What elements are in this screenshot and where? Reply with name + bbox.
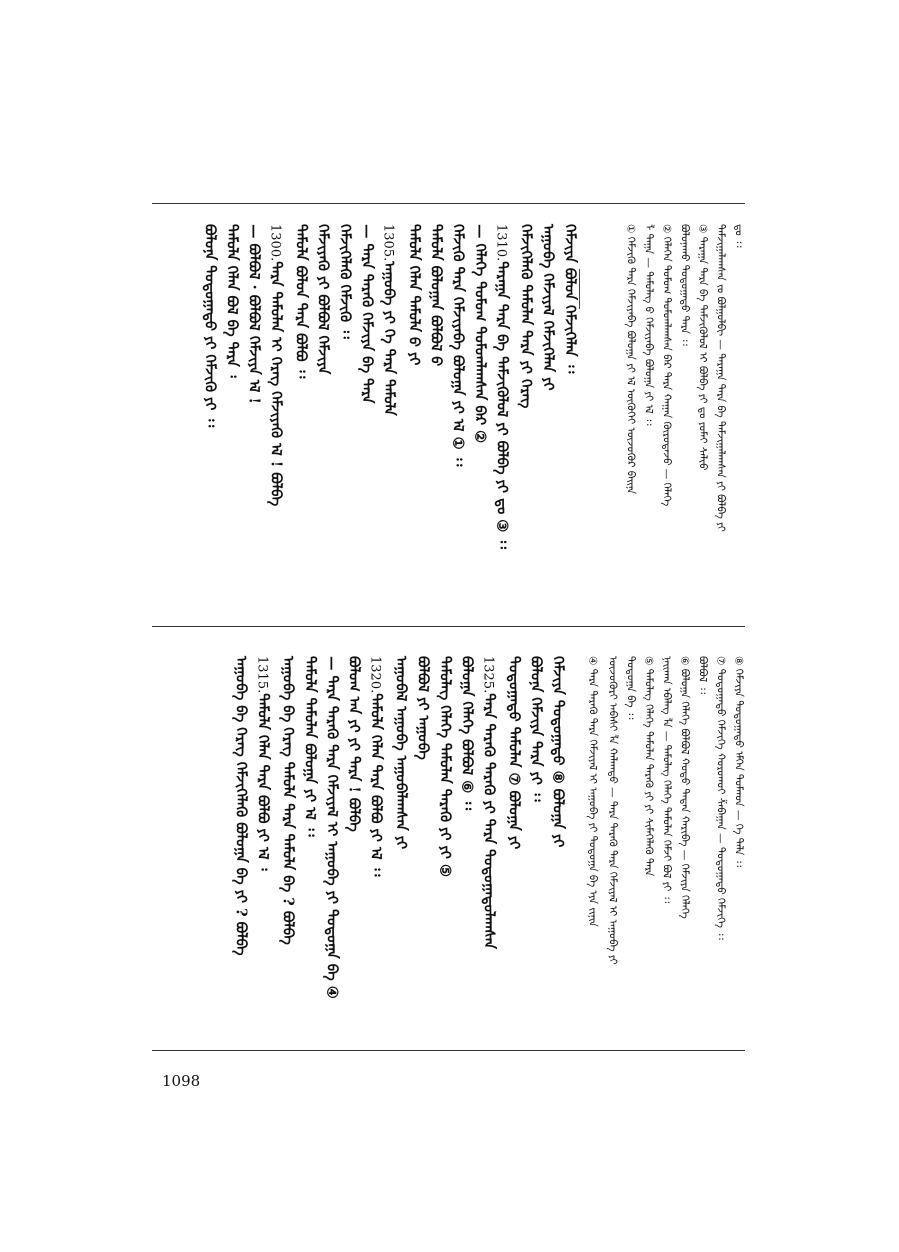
middle-rule	[152, 626, 745, 627]
verse-line: ᠬᠡᠮᠵᠢᠶᠡ ᠳᠣᠲᠣᠭᠠᠳᠤ ⑧ ᠪᠣᠯᠤᠭᠠ ᠶᠢ	[549, 656, 567, 848]
verse-line: — ᠬᠡᠯᠡᠭᠡ ᠳᠣᠮᠣᠭ ᠳᠣᠮᠣᠭᠯᠠᠭᠰᠠᠨ ᠪᠠᠷ ②	[471, 224, 489, 444]
verse-line: ᠠᠭᠤᠪᠠ ᠬᠡᠮᠵᠢᠶᠡᠯ ᠬᠡᠮᠵᠢᠭᠡᠯᠡᠨ ᠶᠢ	[539, 224, 557, 391]
verse-line: 1300.ᠲᠡᠷᠡ ᠲᠡᠮᠦᠯᠡᠨ ᠢ ᠬᠡᠷᠡᠭ ᠬᠡᠮᠵᠢᠶᠡᠭᠦ ᠡᠯ ! ᠪᠣᠯᠪᠠ	[267, 224, 285, 507]
verse-line: ᠬᠡᠮᠵᠢᠭᠦ ᠲᠡᠷᠡ ᠬᠡᠮᠵᠢᠶᠡᠪᠡ ᠪᠣᠯᠤᠭᠠ ᠶᠢ ᠡᠯ ① ᠄᠄	[449, 224, 467, 467]
bottom-rule	[152, 1050, 745, 1051]
footnote-line: ᠪᠣᠯᠤᠨᠠᠬᠤ ᠳᠣᠲᠣᠭᠠᠳᠤ ᠲᠡᠷᠡ ᠄᠄	[678, 224, 691, 346]
verse-line: ᠬᠡᠮᠵᠢᠭᠡᠯᠡᠬᠦ ᠬᠡᠮᠵᠢᠭᠦ ᠄᠄	[336, 224, 354, 339]
verse-line: ᠲᠡᠮᠦᠯᠡ ᠪᠣᠯᠤᠨ ᠲᠡᠷᠡ ᠪᠣᠯᠪᠣ ᠄᠄	[292, 224, 310, 379]
verse-line: ᠠᠭᠤᠪᠠ ᠪᠡ ᠬᠡᠷᠡᠭ ᠲᠡᠮᠦᠯᠡ ᠲᠡᠷᠡ ᠲᠡᠮᠦᠯᠡ ᠪᠠ ? ᠪᠣᠯᠪᠠ	[279, 656, 297, 945]
verse-line: ᠲᠡᠮᠦᠯᠡᠭ ᠬᠡᠯᠡᠭᠡ ᠲᠡᠮᠦᠯᠡᠨ ᠲᠡᠷᠡᠭᠦ ᠶᠢ ᠶᠢ ⑤	[436, 656, 454, 877]
page-number: 1098	[162, 1072, 201, 1090]
verse-line: ᠬᠡᠮᠵᠢᠶᠡᠭᠦ ᠶᠢ ᠪᠣᠯᠪᠣᠯ ᠬᠡᠮᠵᠢᠶᠡ	[314, 224, 332, 375]
footnote-line: ᠯ ᠳᠠᠭᠠ — ᠲᠡᠮᠦᠯᠡᠭ ᠪ ᠬᠡᠮᠵᠢᠶᠡᠪᠡ ᠪᠣᠯᠤᠭᠠ ᠶᠢ ᠡᠯ ᠄᠄	[642, 224, 655, 426]
verse-line: ᠪᠣᠯᠤᠭᠠ ᠬᠡᠯᠡᠭᠡ ᠪᠣᠯᠪᠣᠯ ⑥ ᠄᠄	[458, 656, 476, 811]
verse-line: ᠠᠭᠤᠪᠠᠯ ᠠᠭᠤᠪᠠ ᠠᠭᠤᠪᠠᠯᠠᠭᠰᠠᠨ ᠶᠢ	[392, 656, 410, 850]
verse-line: 1315.ᠲᠡᠮᠦᠯᠡ ᠬᠡᠯᠡᠨ ᠲᠡᠷᠡ ᠪᠣᠯᠪᠣ ᠶᠢ ᠡᠯ ᠄	[254, 656, 272, 871]
footnote-line: ᠪᠣᠯᠪᠣᠯ ᠄᠄	[696, 656, 709, 694]
verse-line: ᠬᠡᠮᠵᠢᠶᠡ ᠪᠣᠯᠤᠨ ᠬᠡᠮᠵᠢᠭᠡᠯᠡᠨ ᠄᠄	[561, 224, 579, 374]
verse-line: 1310.ᠲᠠᠷᠠᠭᠠ ᠲᠡᠷᠡ ᠪᠡ ᠳᠡᠮᠵᠢᠭᠦᠯᠦᠯ ᠶᠢ ᠪᠣᠯᠪᠠ ᠶᠢ ᠳᠣ ③ ᠄᠄	[493, 224, 511, 550]
verse-line: ᠲᠡᠮᠦᠯᠡ ᠬᠡᠯᠡᠨ ᠪᠣᠯ ᠪᠠ ᠲᠡᠷᠡ ᠄	[223, 224, 241, 378]
verse-line: ᠬᠡᠮᠵᠢᠭᠡᠯᠡᠬᠦ ᠲᠡᠮᠦᠯᠡᠨ ᠲᠡᠷᠡ ᠶᠢ ᠬᠡᠷᠡᠭ	[517, 224, 535, 409]
verse-line: ᠲᠡᠮᠦᠯᠡ ᠲᠡᠮᠦᠯᠡᠨ ᠪᠣᠯᠤᠭᠠ ᠶᠢ ᠡᠯ ᠄᠄	[301, 656, 319, 837]
footnote-separator	[579, 269, 580, 309]
footnote-line: ⑥ ᠪᠣᠯᠤᠭᠠ ᠬᠡᠯᠡᠭᠡ ᠪᠣᠯᠪᠣᠯ ᠬᠣᠳᠣ ᠲᠠᠲᠠᠨ ᠬᠠᠷᠢᠪᠠ — ᠬᠡᠮᠵᠢᠶᠡ ᠬᠡᠯᠡᠭᠡ	[678, 656, 691, 919]
footnote-line: ⑦ ᠳᠣᠲᠣᠭᠠᠳᠤ ᠬᠡᠮᠵᠢᠭᠡ ᠬᠣᠷᠣᠬᠣᠢ ᠱᠠᠪᠠᠭᠠᠨ — ᠳᠣᠲᠣᠭᠠᠳᠤ ᠬᠡᠮᠵᠢᠭᠡ ᠄᠄	[714, 656, 727, 940]
verse-line: ᠪᠣᠯᠪᠣᠯ ᠶᠢ ᠠᠭᠤᠪᠠ	[414, 656, 432, 760]
footnote-line: ⑤ ᠲᠡᠮᠦᠯᠡᠭ ᠬᠡᠯᠡᠭᠡ ᠲᠡᠮᠦᠯᠡᠨ ᠲᠡᠷᠡᠭᠦ ᠶᠢ ᠶᠢ ᠱᠢᠮᠡᠭᠡᠯᠡᠬᠦ ᠲᠡᠷᠡ	[642, 656, 655, 877]
footnote-line: ③ ᠲᠠᠷᠠᠭᠠ ᠲᠡᠷᠡ ᠪᠡ ᠳᠡᠮᠵᠢᠭᠦᠯᠦᠯ ᠢ ᠪᠣᠯᠪᠠ ᠶᠢ ᠳᠣ ᠶᠤᠮᠠᠢ ᠰᠡᠯᠢᠦ	[696, 224, 709, 471]
footnote-line: ᠨᠠᠢᠬᠠᠨ ᠡᠪᠡᠯᠡᠭ ᠯᠠ — ᠲᠡᠮᠦᠯᠡᠭ ᠬᠡᠯᠡᠭᠡ ᠲᠡᠮᠦᠯᠡᠨ ᠬᠡᠮᠵᠢ ᠪᠣᠯ ᠶᠢ ᠄᠄	[660, 656, 673, 904]
verse-line: ᠲᠡᠮᠦᠯᠡ ᠬᠡᠯᠡᠨ ᠲᠡᠮᠦᠯᠡ ᠪ ᠶᠢ	[405, 224, 423, 366]
footnote-line: ᠳᠠᠮᠵᠢᠭᠠᠯᠠᠭᠰᠠᠠ ᠵᠣ ᠪᠣᠯᠭᠣᠯᠪᠢ — ᠲᠠᠷᠠᠭᠠ ᠲᠡᠷᠡ ᠪᠡ ᠳᠡᠮᠵᠢᠭᠠᠯᠠᠭᠰᠠᠠ ᠶᠢ ᠪᠣᠯᠪᠠ ᠶᠢ	[714, 224, 727, 532]
footnote-line: ᠦᠵᠦᠭᠦᠷᠢ ᠠᠪᠠᠰᠢ ᠯᠠ ᠬᠠᠯᠬᠠᠳᠣ — ᠲᠡᠷᠡ ᠲᠡᠷᠡᠭᠦ ᠲᠡᠷᠡ ᠬᠡᠮᠵᠢᠶᠡᠯ ᠢ ᠠᠭᠤᠪᠠ ᠶᠢ	[606, 656, 619, 965]
verse-line: ᠪᠣᠯᠤᠨᠠ ᠳᠣᠲᠣᠭᠠᠳᠤ ᠶᠢ ᠬᠡᠮᠵᠢᠭᠦ ᠶᠢ ᠄᠄	[201, 224, 219, 428]
footnote-line: ᠳᠣᠲᠣᠭᠠ ᠪᠡ ᠄᠄	[624, 656, 637, 720]
verse-line: 1320.ᠲᠡᠮᠦᠯᠡ ᠬᠡᠯᠡᠨ ᠲᠡᠷᠡ ᠪᠣᠯᠪᠣ ᠶᠢ ᠡᠯ ᠄᠄	[367, 656, 385, 877]
bottom-text-block	[155, 656, 745, 1046]
verse-line: 1325.ᠲᠡᠷᠡ ᠲᠡᠷᠡᠭᠦ ᠲᠡᠷᠡᠭᠦ ᠶᠢ ᠲᠡᠷᠡ ᠳᠣᠲᠣᠭᠠᠳᠤᠯᠠᠭᠰᠠᠨ	[480, 656, 498, 950]
footnote-line: ᠳᠣ ᠄᠄	[732, 224, 745, 248]
verse-line: ᠠᠭᠤᠪᠠ ᠪᠡ ᠬᠡᠷᠡᠭ ᠬᠡᠮᠵᠢᠭᠡᠯᠡᠬᠦ ᠪᠣᠯᠤᠭᠠ ᠪᠡ ᠶᠢ ? ᠪᠣᠯᠪᠠ	[232, 656, 250, 956]
verse-line: 1305.ᠠᠭᠤᠪᠠ ᠶᠢ ᠬᠡ ᠲᠡᠷᠡ ᠲᠡᠮᠦᠯᠡ	[380, 224, 398, 416]
footnote-line: ⑧ ᠬᠡᠮᠵᠢᠶᠡ ᠳᠣᠲᠣᠭᠠᠳᠤ ᠡᠮᠬᠡᠨ ᠳᠣᠮᠬᠣᠨ — ᠬᠡ ᠳᠡᠯᠡ ᠄᠄	[732, 656, 745, 868]
verse-line: — ᠲᠡᠷᠡ ᠲᠡᠷᠡᠭᠦ ᠬᠡᠮᠵᠢᠶᠡ ᠪᠡ ᠲᠡᠷᠡ	[358, 224, 376, 404]
verse-line: — ᠪᠣᠯᠪᠣᠯ · ᠪᠣᠯᠪᠣᠯ ᠬᠡᠮᠵᠢᠶᠡ ᠡᠯ !	[245, 224, 263, 404]
verse-line: ᠪᠣᠯᠤᠨᠠ ᠬᠡᠮᠵᠢᠶᠡ ᠲᠡᠷᠡ ᠶᠢ ᠄᠄	[527, 656, 545, 802]
top-text-block	[155, 224, 745, 614]
footnote-line: ④ ᠲᠡᠷᠡ ᠲᠡᠷᠡᠭᠦ ᠲᠡᠷᠡ ᠬᠡᠮᠵᠢᠶᠡᠯ ᠢ ᠠᠭᠤᠪᠠ ᠶᠢ ᠳᠣᠲᠣᠭᠠ ᠪᠡ ᠡᠶᠡ ᠵᠢᠨᠢᠨ	[586, 656, 599, 927]
verse-line: ᠪᠣᠯᠤᠭ ᠠᠨ ᠶᠢ ᠶᠢ ᠲᠡᠷᠡ ! ᠪᠣᠯᠪᠠ	[345, 656, 363, 832]
verse-line: ᠳᠣᠲᠣᠭᠠᠳᠤ ᠲᠡᠮᠦᠯᠡᠨ ⑦ ᠪᠣᠯᠤᠭᠠ ᠶᠢ	[505, 656, 523, 850]
footnote-line: ② ᠬᠡᠯᠡᠭᠡᠨ ᠳᠣᠮᠣᠭ ᠳᠣᠮᠣᠭᠯᠠᠭᠰᠠᠨ ᠪᠠᠷ ᠲᠡᠷᠡ ᠬᠠᠭᠠᠨ ᠭᠦᠷᠦᠳᠡᠵᠦ — ᠬᠡᠯᠡᠭᠡ	[660, 224, 673, 507]
top-rule	[152, 203, 745, 204]
footnote-line: ① ᠬᠡᠮᠵᠢᠭᠦ ᠲᠡᠷᠡ ᠬᠡᠮᠵᠢᠶᠡᠪᠡ ᠪᠣᠯᠤᠭᠠ ᠶᠢ ᠡᠯ ᠦᠭᠦᠬᠡᠢ ᠦᠵᠦᠭᠦᠷ ᠪᠠᠢᠨᠠ	[624, 224, 637, 495]
verse-line: ᠲᠡᠮᠦᠯᠡ ᠪᠣᠯᠤᠭᠠᠨ ᠪᠣᠯᠪᠣᠯ ᠪ	[427, 224, 445, 367]
verse-line: — ᠲᠡᠷᠡ ᠲᠡᠷᠡᠭᠦ ᠲᠡᠷᠡ ᠬᠡᠮᠵᠢᠶᠡᠯ ᠢ ᠠᠭᠤᠪᠠ ᠶᠢ ᠳᠣᠲᠣᠭᠠ ᠪᠡ ④	[323, 656, 341, 999]
